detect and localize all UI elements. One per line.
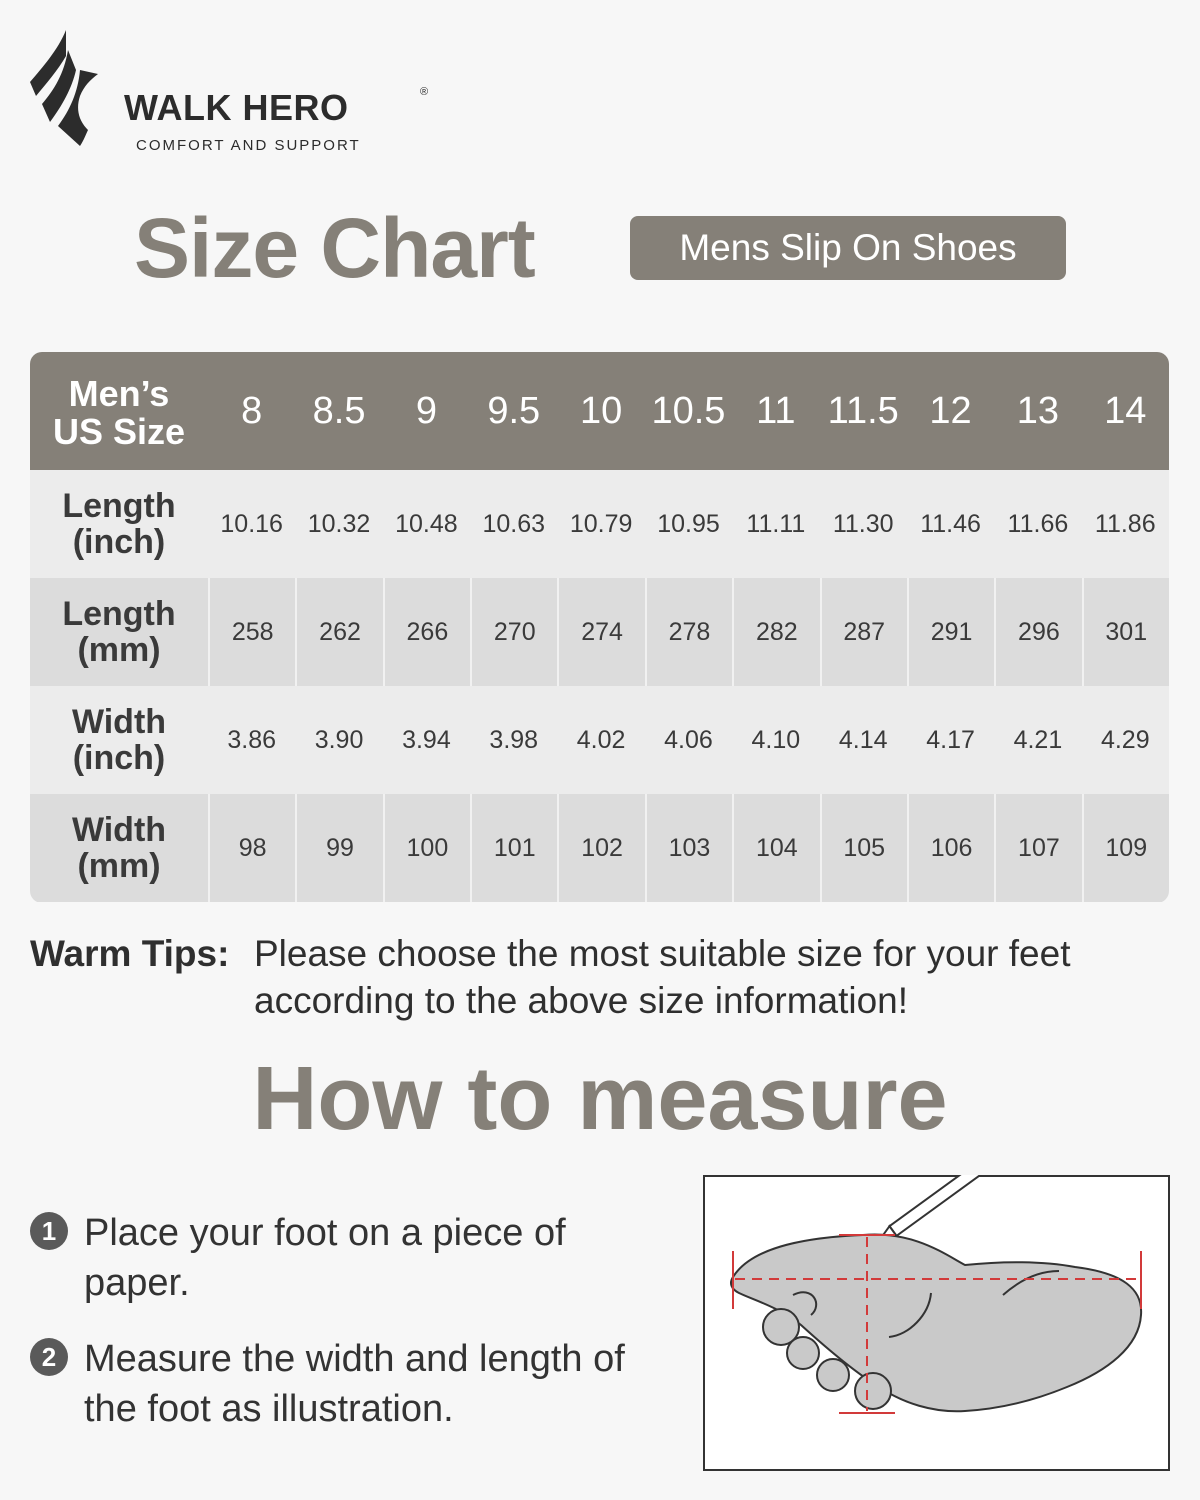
header-label: Men’s US Size — [52, 373, 186, 452]
brand-tagline: COMFORT AND SUPPORT — [136, 137, 361, 154]
size-header: 14 — [1104, 389, 1147, 432]
size-header: 12 — [929, 389, 972, 432]
row-label: Width (inch) — [71, 703, 167, 777]
table-cell: 296 — [994, 578, 1081, 686]
table-row-width-inch — [30, 686, 1169, 794]
table-cell: 282 — [732, 578, 819, 686]
table-cell: 291 — [907, 578, 994, 686]
table-cell: 10.79 — [569, 509, 633, 538]
table-cell: 262 — [295, 578, 382, 686]
table-cell: 4.29 — [1100, 725, 1150, 754]
table-cell: 103 — [645, 794, 732, 902]
table-cell: 10.16 — [220, 509, 283, 538]
table-cell: 10.48 — [395, 509, 458, 538]
table-row-length-mm — [30, 578, 1169, 686]
row-label: Length (inch) — [62, 487, 176, 561]
size-header: 9 — [415, 389, 437, 432]
size-header: 10.5 — [651, 389, 726, 432]
size-header: 11.5 — [827, 389, 899, 432]
brand-name: WALK HERO — [124, 87, 349, 128]
table-cell: 3.86 — [227, 725, 277, 754]
table-cell: 3.94 — [402, 725, 451, 754]
table-cell: 106 — [907, 794, 994, 902]
row-label: Width (mm) — [71, 811, 167, 885]
size-header: 8 — [241, 389, 263, 432]
row-label: Length (mm) — [62, 595, 176, 669]
table-cell: 301 — [1082, 578, 1169, 686]
warm-tips-text-line1: Please choose the most suitable size for your feet — [254, 933, 1071, 974]
size-header: 10 — [579, 389, 623, 432]
table-cell: 4.02 — [576, 725, 626, 754]
table-cell: 274 — [557, 578, 644, 686]
table-cell: 3.98 — [489, 725, 539, 754]
table-cell: 99 — [295, 794, 382, 902]
size-header: 9.5 — [487, 389, 541, 432]
walk-hero-logo-icon — [28, 30, 100, 148]
warm-tips-text-line2: according to the above size information! — [254, 980, 909, 1021]
table-row-length-inch — [30, 470, 1169, 578]
registered-mark: ® — [420, 86, 429, 98]
brand-logo — [28, 30, 448, 154]
size-header: 11 — [756, 389, 796, 432]
step-text: Measure the width and length of the foot as illustration. — [84, 1338, 625, 1430]
table-cell: 4.10 — [751, 725, 801, 754]
table-cell: 3.90 — [314, 725, 364, 754]
table-cell: 109 — [1082, 794, 1169, 902]
table-cell: 10.63 — [482, 509, 546, 538]
table-cell: 107 — [994, 794, 1081, 902]
step-number-badge: 2 — [30, 1338, 68, 1376]
table-cell: 4.17 — [926, 725, 975, 754]
table-header-row — [30, 352, 1169, 470]
step-number-badge: 1 — [30, 1212, 68, 1250]
table-cell: 104 — [732, 794, 819, 902]
how-to-measure-title: How to measure — [252, 1049, 948, 1149]
table-cell: 10.95 — [657, 509, 720, 538]
foot-measurement-illustration-icon — [703, 1175, 1170, 1471]
size-header: 8.5 — [312, 389, 366, 432]
table-cell: 10.32 — [307, 509, 371, 538]
table-cell: 102 — [557, 794, 644, 902]
size-chart-table — [30, 352, 1169, 903]
table-cell: 11.46 — [920, 509, 981, 538]
table-row-width-mm — [30, 794, 1169, 902]
table-cell: 11.66 — [1007, 509, 1069, 538]
product-badge: Mens Slip On Shoes — [630, 216, 1066, 280]
table-cell: 11.11 — [746, 509, 806, 538]
table-cell: 11.30 — [832, 509, 894, 538]
page-title: Size Chart — [134, 201, 535, 295]
table-cell: 278 — [645, 578, 732, 686]
table-cell: 101 — [470, 794, 557, 902]
table-cell: 4.21 — [1013, 725, 1063, 754]
table-cell: 4.06 — [664, 725, 713, 754]
table-cell: 98 — [208, 794, 295, 902]
table-cell: 100 — [383, 794, 470, 902]
table-cell: 266 — [383, 578, 470, 686]
table-cell: 270 — [470, 578, 557, 686]
table-cell: 287 — [820, 578, 907, 686]
table-cell: 105 — [820, 794, 907, 902]
warm-tips-label: Warm Tips: — [30, 933, 230, 974]
table-cell: 4.14 — [838, 725, 888, 754]
step-text: Place your foot on a piece of paper. — [84, 1212, 566, 1304]
table-cell: 258 — [208, 578, 295, 686]
table-cell: 11.86 — [1094, 509, 1156, 538]
size-header: 13 — [1016, 389, 1060, 432]
